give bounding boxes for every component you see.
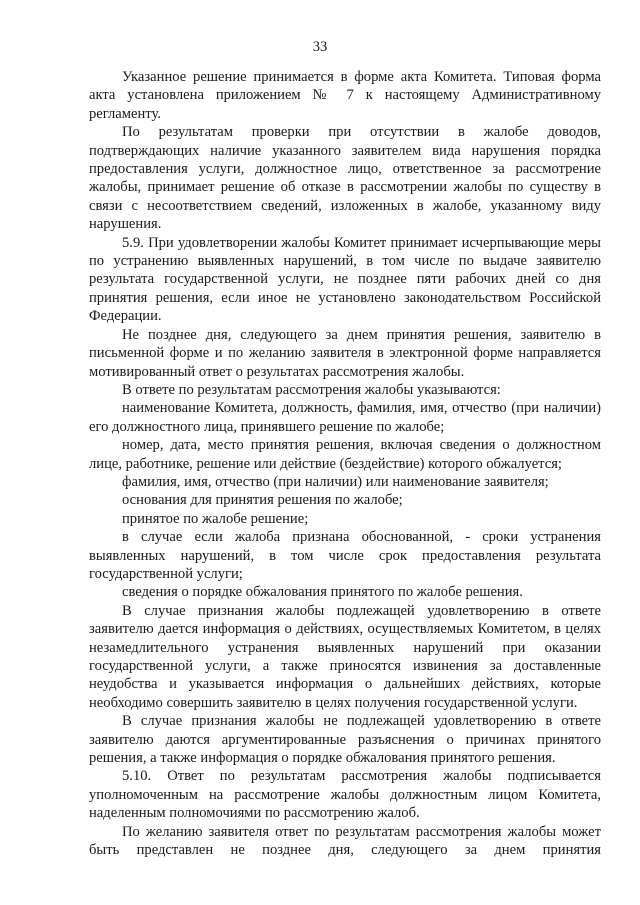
list-item-committee-name: наименование Комитета, должность, фамилия, имя, отчество (при наличии) его должностного лица, принявшего решение по жалобе; xyxy=(89,400,601,435)
paragraph-5-10: 5.10. Ответ по результатам рассмотрения жалобы подписывается уполномоченным на рассмотрение жалобы должностным лицом Комитета, наделенным полномочиями по рассмотрению жалоб. xyxy=(89,768,601,822)
list-item-appeal-procedure: сведения о порядке обжалования принятого по жалобе решения. xyxy=(122,584,523,601)
paragraph-5-9: 5.9. При удовлетворении жалобы Комитет принимает исчерпывающие меры по устранению выявленных нарушений, в том числе по выдаче заявителю результата государственной услуги, не позднее пяти рабочих дней со дня принятия решения, если иное не установлено законодательством Российской Федерации. xyxy=(89,234,601,325)
list-item-decision-details: номер, дата, место принятия решения, включая сведения о должностном лице, работнике, решение или действие (бездействие) которого обжалуется; xyxy=(89,437,601,472)
document-body xyxy=(89,68,601,859)
paragraph-complaint-satisfied: В случае признания жалобы подлежащей удовлетворению в ответе заявителю дается информация о действиях, осуществляемых Комитетом, в целях незамедлительного устранения выявленных нарушений при оказании государственной услуги, а также приносятся извинения за доставленные неудобства и указывается информация о дальнейших действиях, которые необходимо совершить заявителю в целях получения государственной услуги. xyxy=(89,602,601,711)
paragraph-decision-form: Указанное решение принимается в форме акта Комитета. Типовая форма акта установлена приложением № 7 к настоящему Административному регламенту. xyxy=(89,69,601,122)
list-item-decision-grounds: основания для принятия решения по жалобе; xyxy=(122,492,403,509)
paragraph-answer-deadline: Не позднее дня, следующего за днем принятия решения, заявителю в письменной форме и по желанию заявителя в электронной форме направляется мотивированный ответ о результатах рассмотрения жалобы. xyxy=(89,326,601,380)
list-item-correction-deadlines: в случае если жалоба признана обоснованной, - сроки устранения выявленных нарушений, в том числе срок предоставления результата государственной услуги; xyxy=(89,529,601,582)
page-number: 33 xyxy=(312,39,328,55)
paragraph-answer-contents-intro: В ответе по результатам рассмотрения жалобы указываются: xyxy=(122,381,501,398)
paragraph-refusal: По результатам проверки при отсутствии в жалобе доводов, подтверждающих наличие указанного заявителем вида нарушения порядка предоставления услуги, должностное лицо, ответственное за рассмотрение жалобы, принимает решение об отказе в рассмотрении жалобы по существу в связи с несоответствием сведений, изложенных в жалобе, указанному виду нарушения. xyxy=(89,124,601,233)
list-item-decision: принятое по жалобе решение; xyxy=(122,510,309,527)
list-item-applicant-name: фамилия, имя, отчество (при наличии) или наименование заявителя; xyxy=(122,473,549,490)
paragraph-complaint-rejected: В случае признания жалобы не подлежащей удовлетворению в ответе заявителю даются аргументированные разъяснения о причинах принятого решения, а также информация о порядке обжалования принятого решения. xyxy=(89,713,601,767)
paragraph-answer-on-request: По желанию заявителя ответ по результатам рассмотрения жалобы может быть представлен не позднее дня, следующего за днем принятия xyxy=(89,823,601,859)
